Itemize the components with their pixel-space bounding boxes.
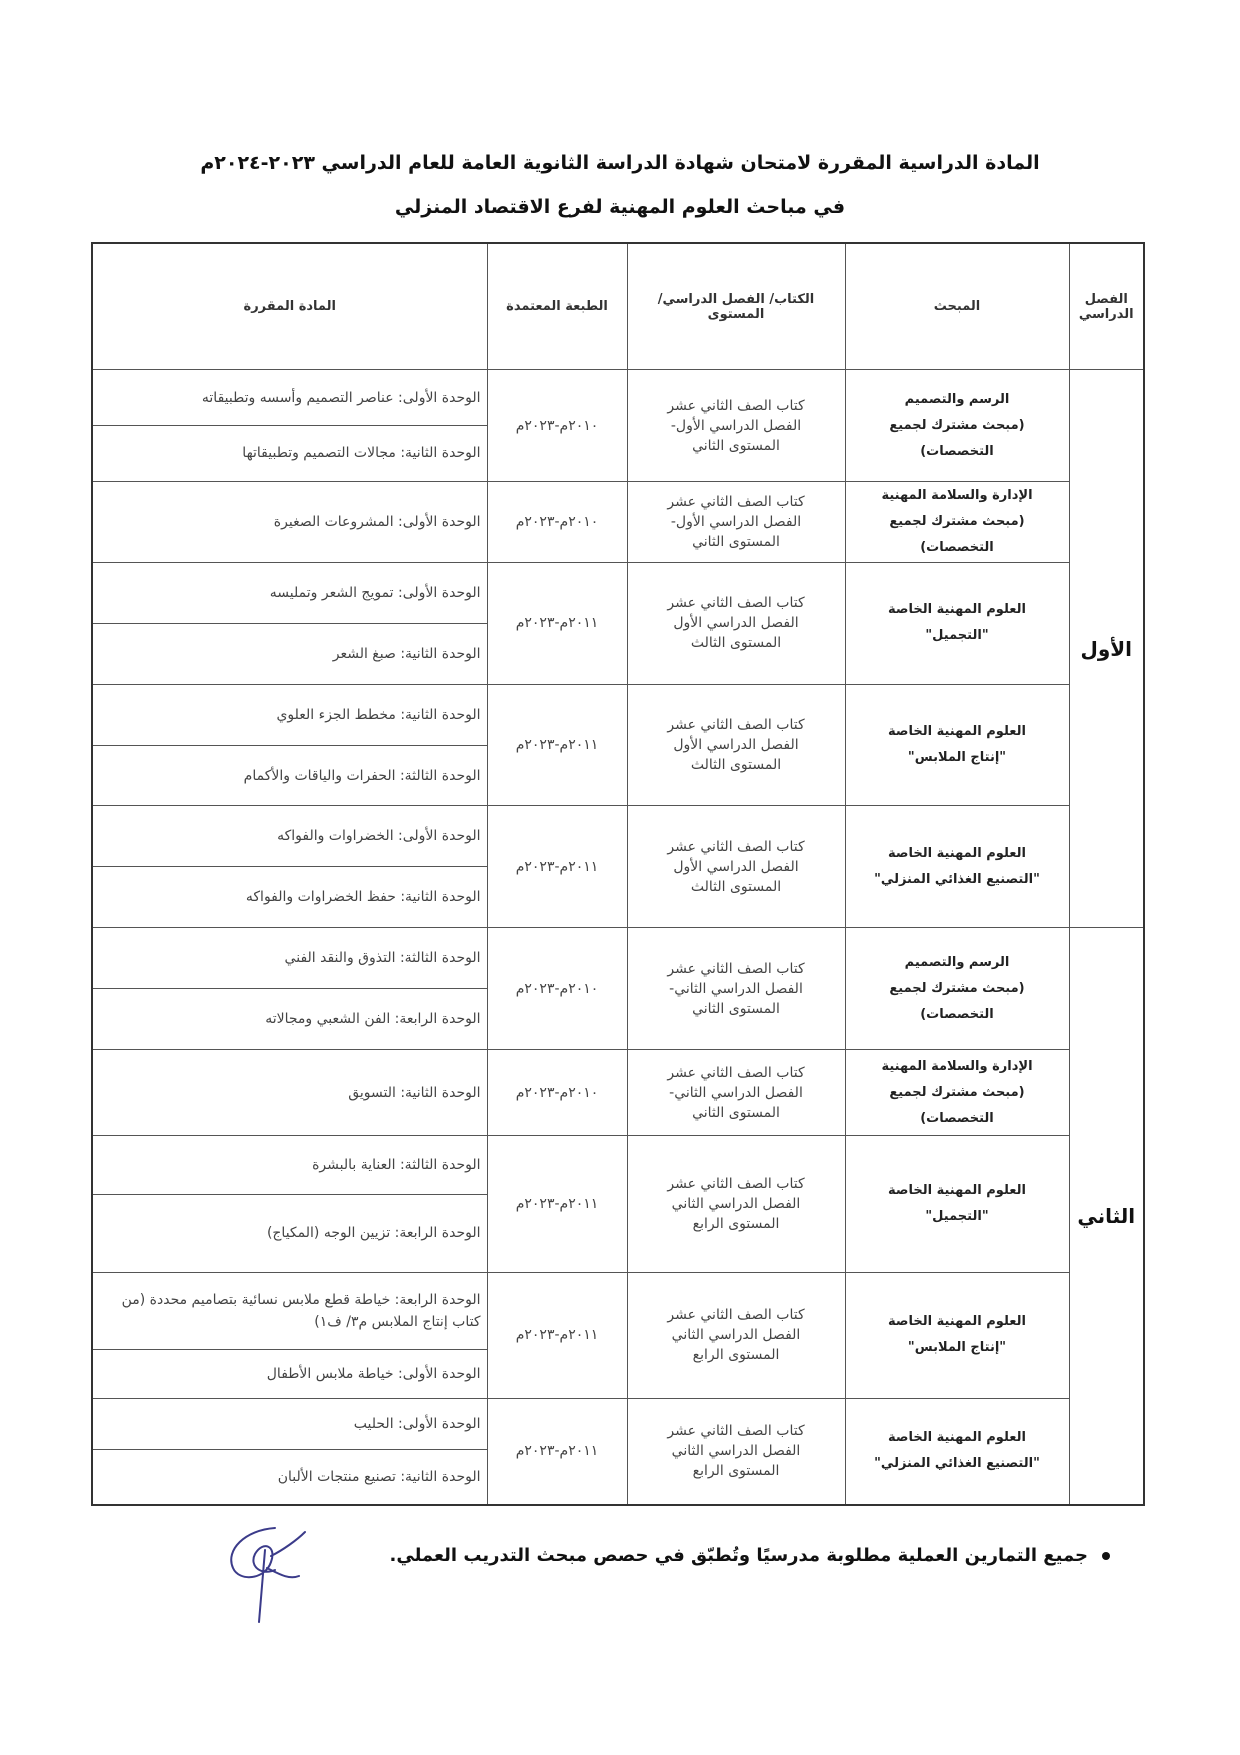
subject-name: الإدارة والسلامة المهنية xyxy=(881,1058,1033,1074)
unit-cell: الوحدة الأولى: الحليب xyxy=(92,1398,487,1449)
table-row xyxy=(92,1273,1144,1350)
unit-cell: الوحدة الثانية: مخطط الجزء العلوي xyxy=(92,684,487,745)
edition-cell: ٢٠١١م-٢٠٢٣م xyxy=(487,684,627,806)
book-line: كتاب الصف الثاني عشر xyxy=(667,1307,805,1324)
curriculum-table xyxy=(91,242,1145,1506)
table-row xyxy=(92,1136,1144,1195)
unit-cell: الوحدة الرابعة: خياطة قطع ملابس نسائية بتصاميم محددة (من كتاب إنتاج الملابس م٣/ ف١) xyxy=(92,1273,487,1350)
book-cell xyxy=(627,1049,845,1135)
book-line: كتاب الصف الثاني عشر xyxy=(667,493,805,510)
header-material: المادة المقررة xyxy=(92,243,487,370)
book-line: الفصل الدراسي الأول xyxy=(673,615,799,632)
book-line: كتاب الصف الثاني عشر xyxy=(667,1064,805,1081)
book-cell xyxy=(627,1273,845,1399)
table-row xyxy=(92,806,1144,867)
footnote xyxy=(300,1545,1110,1566)
book-line: كتاب الصف الثاني عشر xyxy=(667,1423,805,1440)
subject-note: (مبحث مشترك لجميع التخصصات) xyxy=(889,513,1025,555)
edition-cell: ٢٠١١م-٢٠٢٣م xyxy=(487,1136,627,1273)
book-cell xyxy=(627,563,845,685)
subject-name: العلوم المهنية الخاصة xyxy=(888,1314,1026,1330)
book-line: الفصل الدراسي الأول xyxy=(673,737,799,754)
subject-cell xyxy=(845,370,1069,482)
footnote-text: جميع التمارين العملية مطلوبة مدرسيًا وتُطبّق في حصص مبحث التدريب العملي. xyxy=(389,1545,1088,1566)
edition-cell: ٢٠١٠م-٢٠٢٣م xyxy=(487,370,627,482)
book-line: كتاب الصف الثاني عشر xyxy=(667,960,805,977)
subject-name: العلوم المهنية الخاصة xyxy=(888,602,1026,618)
subject-note: "إنتاج الملابس" xyxy=(907,1340,1007,1356)
unit-cell: الوحدة الرابعة: الفن الشعبي ومجالاته xyxy=(92,989,487,1050)
book-cell xyxy=(627,928,845,1050)
bullet-icon xyxy=(1102,1552,1110,1560)
subject-note: "إنتاج الملابس" xyxy=(907,750,1007,766)
book-line: الفصل الدراسي الثاني- xyxy=(669,1084,803,1101)
subject-note: "التصنيع الغذائي المنزلي" xyxy=(874,1456,1040,1472)
unit-cell: الوحدة الأولى: الخضراوات والفواكه xyxy=(92,806,487,867)
book-cell xyxy=(627,481,845,562)
header-subject: المبحث xyxy=(845,243,1069,370)
unit-cell: الوحدة الثانية: حفظ الخضراوات والفواكه xyxy=(92,867,487,928)
book-line: كتاب الصف الثاني عشر xyxy=(667,838,805,855)
subject-name: الرسم والتصميم xyxy=(904,954,1010,970)
signature-icon xyxy=(205,1510,315,1630)
unit-cell: الوحدة الثالثة: التذوق والنقد الفني xyxy=(92,928,487,989)
edition-cell: ٢٠١١م-٢٠٢٣م xyxy=(487,1273,627,1399)
subject-note: (مبحث مشترك لجميع التخصصات) xyxy=(889,980,1025,1022)
book-line: المستوى الثاني xyxy=(692,1104,780,1121)
book-line: المستوى الثاني xyxy=(692,437,780,454)
book-cell xyxy=(627,1398,845,1505)
book-line: الفصل الدراسي الأول xyxy=(673,858,799,875)
subject-cell xyxy=(845,684,1069,806)
edition-cell: ٢٠١١م-٢٠٢٣م xyxy=(487,1398,627,1505)
book-cell xyxy=(627,806,845,928)
book-line: كتاب الصف الثاني عشر xyxy=(667,1176,805,1193)
subject-note: "التجميل" xyxy=(925,1209,989,1225)
subject-cell xyxy=(845,481,1069,562)
unit-cell: الوحدة الأولى: خياطة ملابس الأطفال xyxy=(92,1350,487,1399)
unit-cell: الوحدة الثانية: التسويق xyxy=(92,1049,487,1135)
page-title-line1: المادة الدراسية المقررة لامتحان شهادة الدراسة الثانوية العامة للعام الدراسي ٢٠٢٣-٢٠٢٤م xyxy=(200,152,1040,174)
table-row xyxy=(92,481,1144,562)
table-row xyxy=(92,370,1144,426)
subject-note: (مبحث مشترك لجميع التخصصات) xyxy=(889,1084,1025,1126)
table-row xyxy=(92,928,1144,989)
book-line: المستوى الثالث xyxy=(690,757,782,774)
book-line: كتاب الصف الثاني عشر xyxy=(667,595,805,612)
subject-cell xyxy=(845,928,1069,1050)
subject-cell xyxy=(845,1398,1069,1505)
subject-name: الإدارة والسلامة المهنية xyxy=(881,487,1033,503)
unit-cell: الوحدة الأولى: عناصر التصميم وأسسه وتطبيقاته xyxy=(92,370,487,426)
edition-cell: ٢٠١٠م-٢٠٢٣م xyxy=(487,928,627,1050)
unit-cell: الوحدة الأولى: تمويج الشعر وتمليسه xyxy=(92,563,487,624)
subject-note: (مبحث مشترك لجميع التخصصات) xyxy=(889,417,1025,459)
edition-cell: ٢٠١٠م-٢٠٢٣م xyxy=(487,1049,627,1135)
book-line: المستوى الثالث xyxy=(690,878,782,895)
subject-cell xyxy=(845,563,1069,685)
subject-cell xyxy=(845,1136,1069,1273)
subject-name: العلوم المهنية الخاصة xyxy=(888,845,1026,861)
subject-note: "التصنيع الغذائي المنزلي" xyxy=(874,871,1040,887)
subject-name: الرسم والتصميم xyxy=(904,391,1010,407)
book-line: الفصل الدراسي الثاني xyxy=(671,1196,801,1213)
subject-cell xyxy=(845,806,1069,928)
unit-cell: الوحدة الرابعة: تزيين الوجه (المكياج) xyxy=(92,1194,487,1272)
subject-note: "التجميل" xyxy=(925,628,989,644)
header-semester: الفصل الدراسي xyxy=(1069,243,1144,370)
table-row xyxy=(92,1398,1144,1449)
book-line: الفصل الدراسي الثاني xyxy=(671,1327,801,1344)
unit-cell: الوحدة الثانية: تصنيع منتجات الألبان xyxy=(92,1449,487,1505)
book-line: الفصل الدراسي الأول- xyxy=(670,417,802,434)
edition-cell: ٢٠١٠م-٢٠٢٣م xyxy=(487,481,627,562)
unit-cell: الوحدة الثانية: صبغ الشعر xyxy=(92,623,487,684)
book-cell xyxy=(627,684,845,806)
header-edition: الطبعة المعتمدة xyxy=(487,243,627,370)
page-title-line2: في مباحث العلوم المهنية لفرع الاقتصاد المنزلي xyxy=(394,196,846,218)
table-row xyxy=(92,684,1144,745)
subject-cell xyxy=(845,1273,1069,1399)
book-cell xyxy=(627,1136,845,1273)
edition-cell: ٢٠١١م-٢٠٢٣م xyxy=(487,563,627,685)
unit-cell: الوحدة الثالثة: الحفرات والياقات والأكمام xyxy=(92,745,487,806)
table-row xyxy=(92,1049,1144,1135)
unit-cell: الوحدة الأولى: المشروعات الصغيرة xyxy=(92,481,487,562)
edition-cell: ٢٠١١م-٢٠٢٣م xyxy=(487,806,627,928)
book-line: كتاب الصف الثاني عشر xyxy=(667,397,805,414)
subject-cell xyxy=(845,1049,1069,1135)
semester-second: الثاني xyxy=(1069,928,1144,1505)
subject-name: العلوم المهنية الخاصة xyxy=(888,724,1026,740)
header-book: الكتاب/ الفصل الدراسي/ المستوى xyxy=(627,243,845,370)
table-header-row xyxy=(92,243,1144,370)
semester-first: الأول xyxy=(1069,370,1144,928)
book-line: المستوى الثالث xyxy=(690,635,782,652)
unit-cell: الوحدة الثانية: مجالات التصميم وتطبيقاتها xyxy=(92,426,487,482)
table-row xyxy=(92,563,1144,624)
book-line: الفصل الدراسي الثاني- xyxy=(669,980,803,997)
subject-name: العلوم المهنية الخاصة xyxy=(888,1183,1026,1199)
book-line: المستوى الرابع xyxy=(692,1463,780,1480)
book-line: المستوى الرابع xyxy=(692,1347,780,1364)
book-line: المستوى الثاني xyxy=(692,533,780,550)
book-line: كتاب الصف الثاني عشر xyxy=(667,717,805,734)
subject-name: العلوم المهنية الخاصة xyxy=(888,1430,1026,1446)
book-line: الفصل الدراسي الأول- xyxy=(670,513,802,530)
book-line: المستوى الرابع xyxy=(692,1216,780,1233)
unit-cell: الوحدة الثالثة: العناية بالبشرة xyxy=(92,1136,487,1195)
book-line: المستوى الثاني xyxy=(692,1000,780,1017)
book-line: الفصل الدراسي الثاني xyxy=(671,1443,801,1460)
book-cell xyxy=(627,370,845,482)
